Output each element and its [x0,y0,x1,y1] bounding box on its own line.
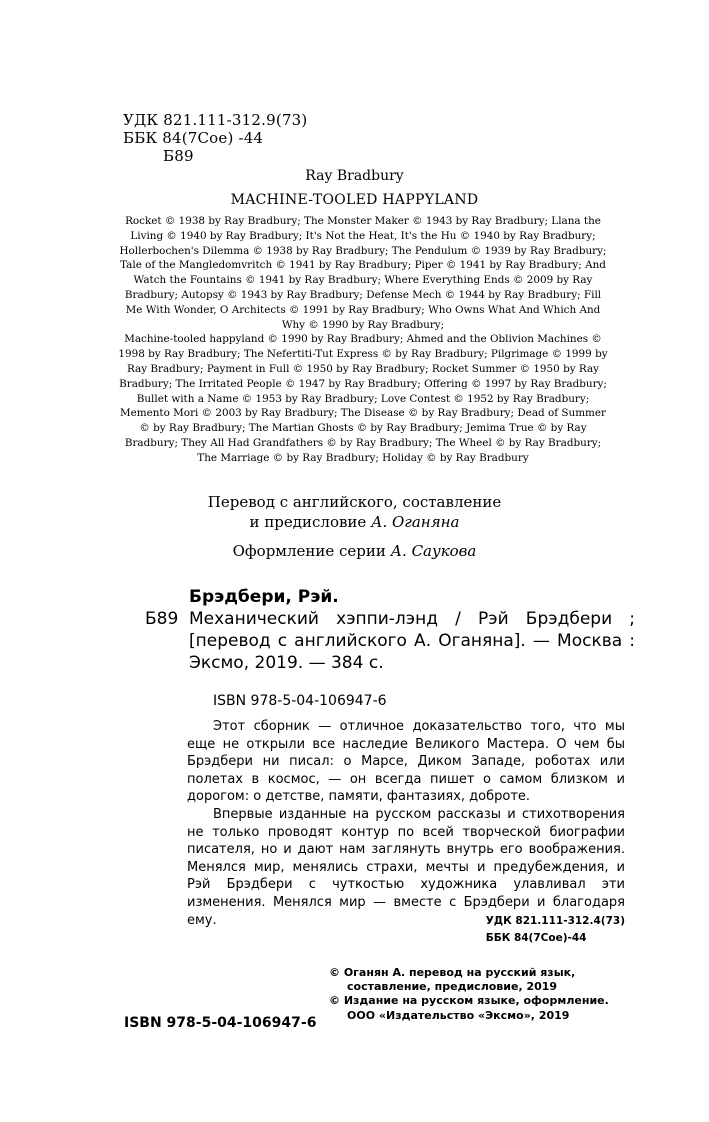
translator-name: А. Оганяна [371,513,460,531]
credits [0,492,709,561]
udk-bottom-block [486,913,625,947]
copyright-paragraph: Rocket © 1938 by Ray Bradbury; The Monster Maker © 1943 by Ray Bradbury; Llana the Living © 1940 by Ray Bradbury; It's Not the Heat, It's the Hu © 1940 by Ray Bradbury; Hollerbochen's Dilemma © 1938 by Ray Bradbury; The Pendulum © 1939 by Ray Bradbury; Tale of the Mangledomvritch © 1941 by Ray Bradbury; Piper © 1941 by Ray Bradbury; And Watch the Fountains © 1941 by Ray Bradbury; Where Everything Ends © 2009 by Ray Bradbury; Autopsy © 1943 by Ray Bradbury; Defense Mech © 1944 by Ray Bradbury; Fill Me With Wonder, O Architects © 1991 by Ray Bradbury; Who Owns What And Which And Why © 1990 by Ray Bradbury; [119,215,607,331]
translation-credit-line1: Перевод с английского, составление [207,493,502,511]
annotation-paragraph: Этот сборник — отличное доказательство того, что мы еще не открыли все наследие Великого Мастера. О чем бы Брэдбери ни писал: о Марсе, Диком Западе, роботах или полетах в космос, — он всегда пишет о самом близком и дорогом: о детстве, памяти, фантазиях, доброте. [187,719,625,805]
design-credit [0,541,709,561]
isbn-bottom: ISBN 978-5-04-106947-6 [124,1015,317,1031]
copyright-list [118,214,608,466]
original-title: MACHINE-TOOLED HAPPYLAND [230,192,479,208]
original-author: Ray Bradbury [305,168,404,184]
catalog-line: [перевод с английского А. Оганяна]. — Москва : [189,631,635,651]
udk-bottom-line: УДК 821.111-312.4(73) [485,915,625,927]
catalog-heading: Брэдбери, Рэй. [189,587,339,607]
copyright-paragraph: Memento Mori © 2003 by Ray Bradbury; The Disease © by Ray Bradbury; Dead of Summer © by Ray Bradbury; The Martian Ghosts © by Ray Bradbury; Jemima True © by Ray Bradbury; They All Had Grandfathers © by Ray Bradbury; The Wheel © by Ray Bradbury; The Marriage © by Ray Bradbury; Holiday © by Ray Bradbury [119,407,607,464]
isbn-catalog: ISBN 978-5-04-106947-6 [213,693,387,709]
annotation-paragraph: Впервые изданные на русском рассказы и стихотворения не только проводят контур по всей творческой биографии писателя, но и дают нам заглянуть внутрь его воображения. Менялся мир, менялись страхи, мечты и предубеждения, и Рэй Брэдбери с чуткостью художника улавливал эти изменения. Менялся мир — вместе с Брэдбери и благодаря ему. [187,806,625,928]
catalog-line: Эксмо, 2019. — 384 с. [189,653,384,673]
copyright-paragraph: Machine-tooled happyland © 1990 by Ray Bradbury; Ahmed and the Oblivion Machines © 1998 by Ray Bradbury; The Nefertiti-Tut Express © by Ray Bradbury; Pilgrimage © 1999 by Ray Bradbury; Payment in Full © 1950 by Ray Bradbury; Rocket Summer © 1950 by Ray Bradbury; The Irritated People © 1947 by Ray Bradbury; Offering © 1997 by Ray Bradbury; Bullet with a Name © 1953 by Ray Bradbury; Love Contest © 1952 by Ray Bradbury; [118,333,608,405]
copyright-edition: © Издание на русском языке, оформление. ООО «Издательство «Эксмо», 2019 [329,994,609,1022]
author-code: Б89 [163,147,194,165]
annotation [187,718,625,929]
catalog-code: Б89 [145,609,179,629]
translation-credit-prefix: и предисловие [249,513,367,531]
translation-credit-line2 [0,512,709,532]
design-credit-prefix: Оформление серии [232,542,386,560]
copyright-bottom [329,966,629,1023]
bbk-line: ББК 84(7Сое) -44 [123,129,264,147]
udk-block [123,111,307,165]
udk-line: УДК 821.111-312.9(73) [123,111,308,129]
catalog-card [145,586,635,674]
catalog-line: Механический хэппи-лэнд / Рэй Брэдбери ; [189,609,635,629]
bbk-bottom-line: ББК 84(7Сое)-44 [485,932,587,944]
copyright-translation: © Оганян А. перевод на русский язык, составление, предисловие, 2019 [329,966,576,994]
designer-name: А. Саукова [390,542,477,560]
